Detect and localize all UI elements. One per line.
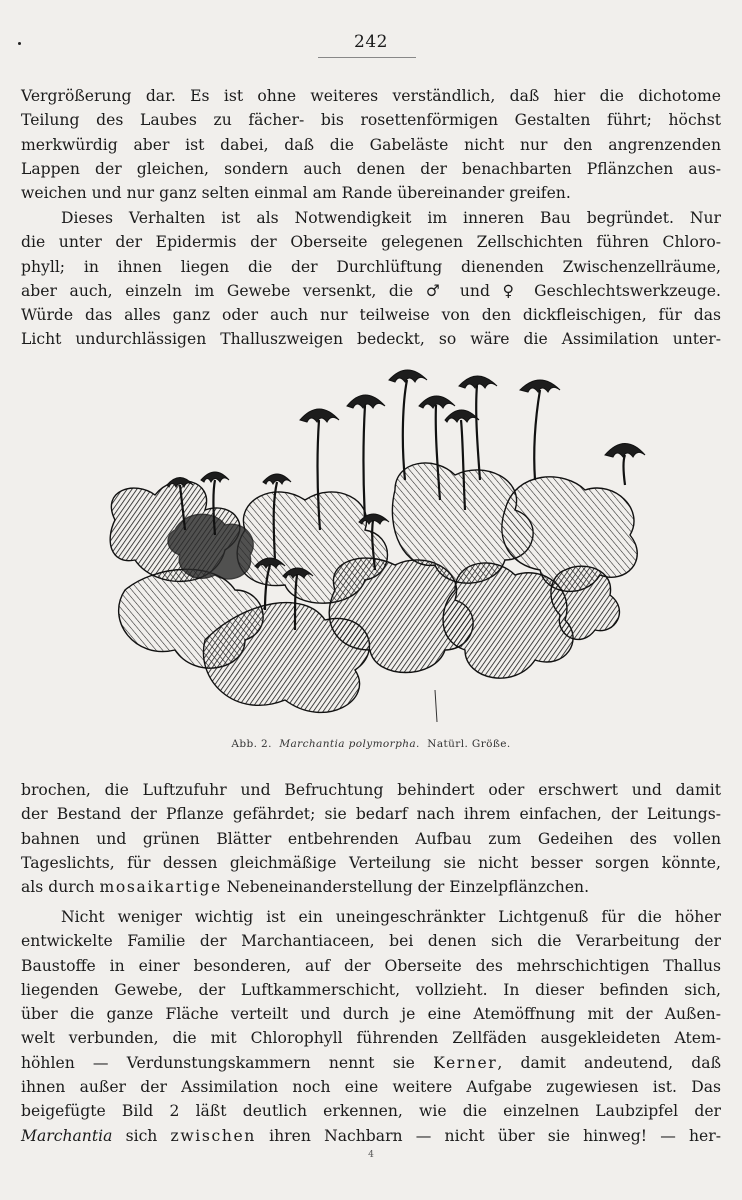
text-line: liegenden Gewebe, der Luftkammerschicht, vollzieht. In dieser befinden sich, [21, 980, 721, 999]
text-line: merkwürdig aber ist dabei, daß die Gabeläste nicht nur den angrenzenden [21, 135, 721, 154]
text-line [21, 1051, 721, 1075]
caption-label: Abb. 2. [231, 738, 272, 750]
paragraph-2 [21, 206, 721, 352]
text-line: Lappen der gleichen, sondern auch denen der benachbarten Pflänzchen aus- [21, 159, 721, 178]
text-line: welt verbunden, die mit Chlorophyll führenden Zellfäden ausgekleideten Atem- [21, 1029, 721, 1048]
thallus-lobes [110, 463, 637, 712]
text-segment: sich [112, 1126, 171, 1145]
paragraph-3 [21, 778, 721, 899]
text-segment: als durch [21, 878, 100, 897]
text-line: Nicht weniger wichtig ist ein uneingeschränkter Lichtgenuß für die höher [61, 908, 721, 926]
text-line: Teilung des Laubes zu fächer- bis rosettenförmigen Gestalten führt; höchst [21, 111, 721, 130]
text-segment: Nebeneinanderstellung der Einzelpflänzchen. [221, 878, 590, 897]
paragraph-4 [21, 905, 721, 1148]
text-line: Licht undurchlässigen Thalluszweigen bedeckt, so wäre die Assimilation unter- [21, 330, 721, 349]
text-segment: ihren Nachbarn — nicht über sie hinweg! — her- [255, 1126, 721, 1145]
paragraph-1 [21, 84, 721, 205]
text-line: über die ganze Fläche verteilt und durch je eine Atemöffnung mit der Außen- [21, 1005, 721, 1024]
text-line: Würde das alles ganz oder auch nur teilweise von den dickfleischigen, für das [21, 306, 721, 325]
text-line: bahnen und grünen Blätter entbehrenden Aufbau zum Gedeihen des vollen [21, 829, 721, 848]
ground-stroke [435, 690, 437, 722]
caption-note: Natürl. Größe. [427, 738, 511, 750]
italic-genus: Marchantia [21, 1126, 113, 1145]
text-line: Baustoffe in einer besonderen, auf der Oberseite des mehrschichtigen Thallus [21, 956, 721, 975]
spaced-emphasis: Kerner [433, 1053, 498, 1072]
text-segment: , damit andeutend, daß [497, 1053, 721, 1072]
text-segment: höhlen — Verdunstungskammern nennt sie [21, 1053, 434, 1072]
text-line: weichen und nur ganz selten einmal am Rande übereinander greifen. [21, 184, 571, 203]
marchantia-illustration [95, 360, 655, 735]
text-line: beigefügte Bild 2 läßt deutlich erkennen, wie die einzelnen Laubzipfel der [21, 1102, 721, 1121]
text-line: Dieses Verhalten ist als Notwendigkeit im inneren Bau begründet. Nur [61, 209, 721, 227]
spaced-emphasis: zwischen [170, 1126, 256, 1145]
spaced-emphasis: mosaikartige [99, 878, 222, 897]
text-line: aber auch, einzeln im Gewebe versenkt, die ♂ und ♀ Geschlechtswerkzeuge. [21, 281, 721, 300]
text-line [21, 875, 721, 899]
text-line: phyll; in ihnen liegen die der Durchlüftung dienenden Zwischenzellräume, [21, 257, 721, 276]
figure-caption [0, 738, 742, 750]
text-line: ihnen außer der Assimilation noch eine weitere Aufgabe zugewiesen ist. Das [21, 1078, 721, 1097]
text-line: Tageslichts, für dessen gleichmäßige Verteilung sie nicht besser sorgen könnte, [21, 853, 721, 872]
text-line: Vergrößerung dar. Es ist ohne weiteres verständlich, daß hier die dichotome [21, 87, 721, 105]
text-line: entwickelte Familie der Marchantiaceen, bei denen sich die Verarbeitung der [21, 932, 721, 951]
page-number-rule [318, 57, 416, 58]
page-number: 242 [354, 32, 388, 52]
text-line: der Bestand der Pflanze gefährdet; sie bedarf nach ihrem einfachen, der Leitungs- [21, 805, 721, 824]
text-line: brochen, die Luftzufuhr und Befruchtung behindert oder erschwert und damit [21, 781, 721, 799]
text-line: die unter der Epidermis der Oberseite gelegenen Zellschichten führen Chloro- [21, 233, 721, 252]
caption-species: Marchantia polymorpha. [279, 738, 420, 750]
signature-mark: 4 [368, 1150, 374, 1160]
text-line [21, 1124, 721, 1148]
